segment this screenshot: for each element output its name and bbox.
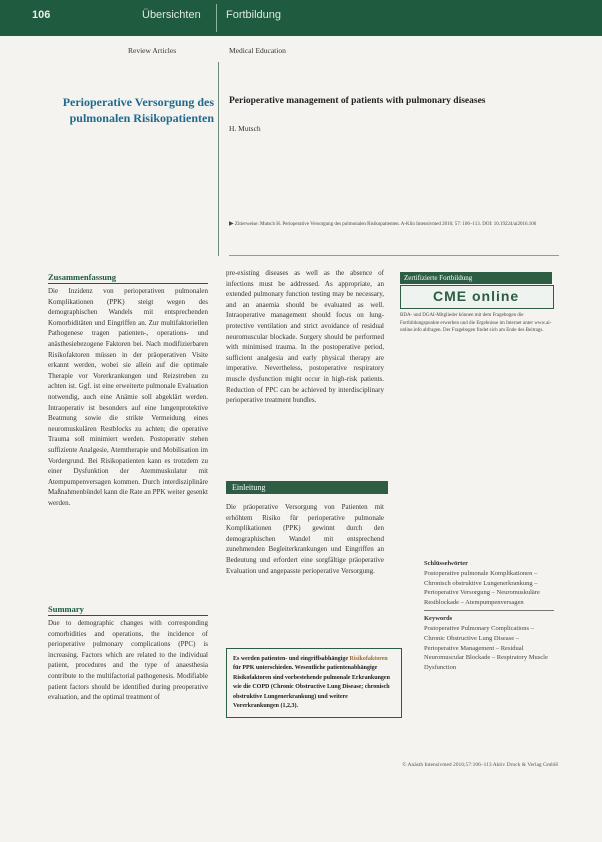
keywords-de-heading: Schlüsselwörter: [424, 560, 469, 567]
title-divider: [218, 62, 219, 256]
key-statement-box: [226, 648, 402, 718]
key-statement-pre: Es werden patienten- und eingriffsabhängige: [233, 656, 350, 662]
title-german: Perioperative Versorgung des pulmonalen Risikopatienten: [62, 95, 214, 125]
section-label-en: Fortbildung: [226, 9, 282, 21]
keywords-de-text: Postoperative pulmonale Komplikationen – Chronisch obstruktive Lungenerkrankung – Perioperative Versorgung – Neuromuskuläre Restblockade – Atempumpenversagen: [424, 570, 540, 606]
citation-text: Zitierweise: Mutsch H. Perioperative Versorgung des pulmonalen Risikopatienten. A-Klin Intensivmed 2016; 57: 106–113. DOI: 10.19224/ai2016.106: [234, 222, 537, 227]
footer-copyright: © Anästh Intensivmed 2016;57:106–113 Aktiv Druck & Verlag GmbH: [402, 762, 558, 768]
author: H. Mutsch: [229, 124, 261, 133]
section-label-de: Übersichten: [142, 9, 201, 21]
title-english: Perioperative management of patients with pulmonary diseases: [229, 96, 486, 106]
keywords-en-heading: Keywords: [424, 615, 453, 623]
page-number: 106: [32, 9, 51, 21]
citation: [229, 220, 559, 229]
zusammenfassung-text: Die Inzidenz von perioperativen pulmonalen Komplikationen (PPK) steigt wegen des demographischen Wandels mit entsprechenden Komorbiditäten und Eingriffen an. Zur multifaktoriellen Pathogenese tragen patienten-, operations- und anästhesiebezogene Faktoren bei. Nach modifizierbaren Risikofaktoren müssen in der präoperativen Visite erkannt werden, wobei sie allein auf die optimale Therapie vor Vorerkrankungen und Reizstreben zu achten ist. Ggf. ist eine erweiterte pulmonale Evaluation notwendig, auch eine Anämie soll abgeklärt werden. Intraoperativ ist besonders auf eine lungenprotektive Beatmung sowie die strikte Vermeidung eines neuromuskulären Restblocks zu achten; die operative Trauma soll minimiert werden. Postoperativ stehen suffiziente Analgesie, Atemtherapie und Mobilisation im Vordergrund. Bei Risikopatienten kann es trotzdem zu einer Dysfunktion der Atemmuskulatur mit Atempumpenversagen kommen. Durch interdisziplinäre Maßnahmenbündel kann die Rate an PPK weiter gesenkt werden.: [48, 287, 208, 507]
keywords-box: [424, 560, 554, 672]
key-statement-post: für PPK unterschieden. Wesentliche patientenabhängige Risikofaktoren sind vorbestehende pulmonale Erkrankungen wie die COPD (Chronic Obstructive Lung Disease; chronisch obstruktive Lungenerkrankung) und weitere Vorerkrankungen (1,2,3).: [233, 665, 390, 710]
keywords-divider: [424, 610, 554, 611]
medical-education-label: Medical Education: [229, 46, 286, 55]
citation-rule: [229, 255, 559, 256]
keywords-en-text: Postoperative Pulmonary Complications – Chronic Obstructive Lung Disease – Perioperative Management – Residual Neuromuscular Blockade – Respiratory Muscle Dysfunction: [424, 625, 548, 671]
cme-online-label: CME online: [433, 288, 520, 304]
key-statement-highlight: Risikofaktoren: [349, 656, 388, 662]
header-divider: [216, 4, 217, 32]
summary-continued-text: pre-existing diseases as well as the absence of infections must be addressed. As appropriate, an extended pulmonary function testing may be necessary, and an anaemia should be evaluated as well. Intraoperative management should focus on lung-protective ventilation and strict avoidance of residual neuromuscular blockade. Surgery should be performed with minimised trauma. In the postoperative period, sufficient analgesia and early physical therapy are imperative. Nevertheless, postoperative respiratory muscle dysfunction might occur in high-risk patients. Reduction of PPC can be achieved by interdisciplinary perioperative treatment bundles.: [226, 269, 384, 405]
einleitung-text: Die präoperative Versorgung von Patienten mit erhöhtem Risiko für perioperative pulmonale Komplikationen (PPK) gewinnt durch den demographischen Wandel mit entsprechend zunehmenden Begleiterkrankungen und Eingriffen an Bedeutung und erfordert eine sorgfältige präoperative Evaluation und angepasste perioperative Versorgung.: [226, 503, 384, 575]
einleitung-heading: Einleitung: [226, 481, 388, 494]
header-bar: [0, 0, 602, 36]
cme-text: BDA- und DGAI-Mitglieder können mit dem Fragebogen die Fortbildungspunkte erwerben und die Ergebnisse im Internet unter www.ai-online.info abfragen. Der Fragebogen findet sich am Ende des Beitrags.: [400, 313, 552, 334]
cme-bar: Zertifizierte Fortbildung: [400, 272, 552, 284]
summary-heading: Summary: [48, 604, 208, 616]
zusammenfassung-heading: Zusammenfassung: [48, 272, 208, 284]
cme-online-box[interactable]: [400, 285, 554, 309]
summary-text: Due to demographic changes with corresponding comorbidities and operations, the incidence of perioperative pulmonary complications (PPC) is increasing. Factors which are related to the individual patient, procedures and the type of anaesthesia contribute to the multifactorial pathogenesis. Modifiable patient factors should be identified during preoperative evaluation, and the optimal treatment of: [48, 619, 208, 702]
arrow-right-icon: ▶: [229, 221, 234, 227]
review-articles-label: Review Articles: [128, 46, 177, 55]
